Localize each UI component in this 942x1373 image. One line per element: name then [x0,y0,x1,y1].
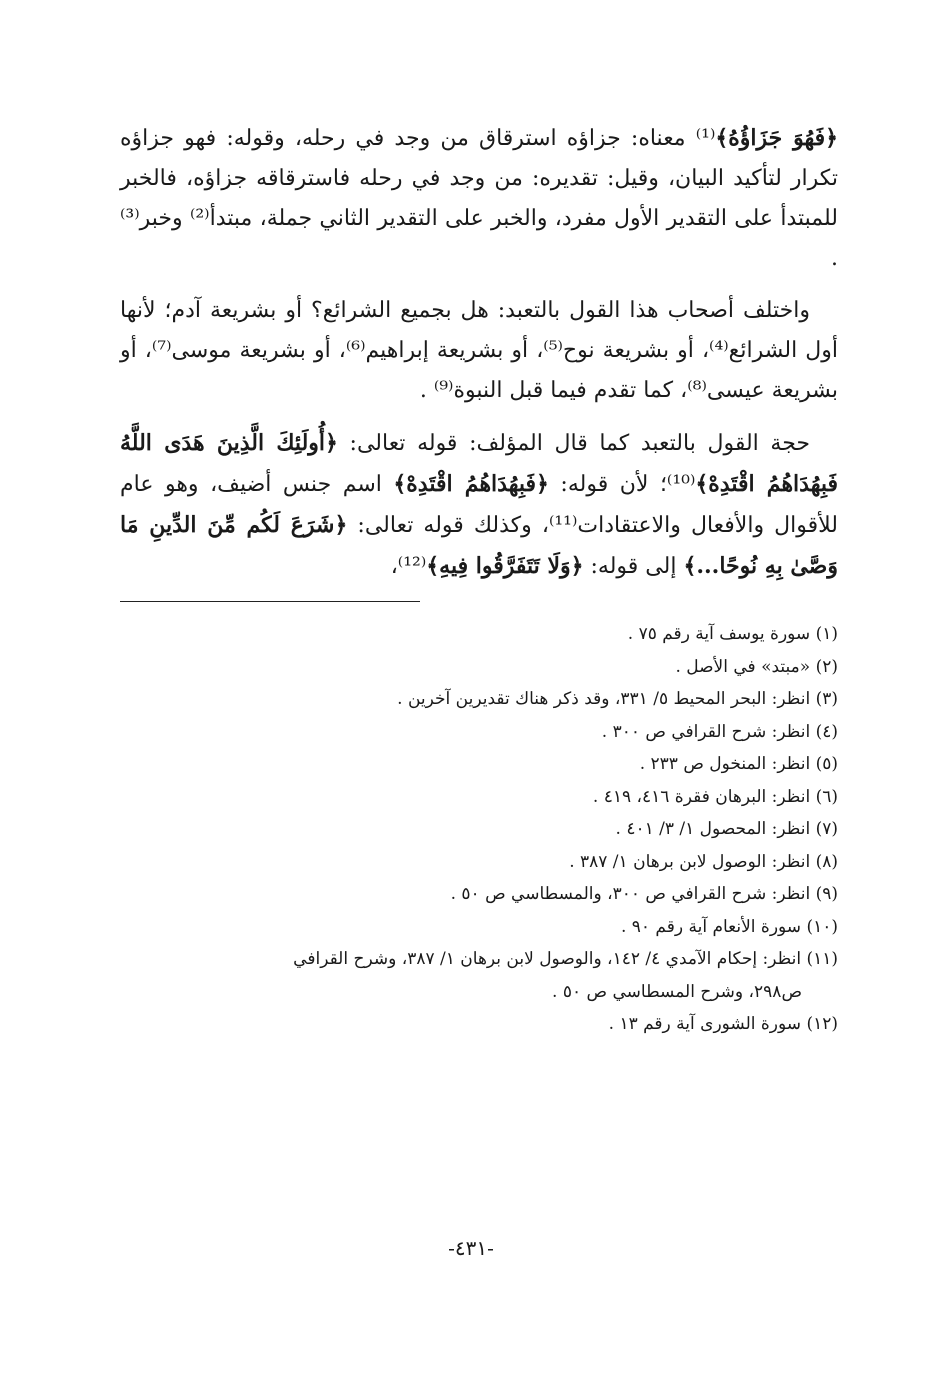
quran-verse: ﴿أُولَئِكَ الَّذِينَ هَدَى اللَّهُ فَبِهُدَاهُمُ اقْتَدِهْ﴾ [120,430,839,497]
page-number: -٤٣١- [448,1236,494,1260]
footnote: (٦) انظر: البرهان فقرة ٤١٦، ٤١٩ . [592,786,838,807]
paragraph-text: إلى قوله: [583,554,684,579]
quran-verse: ﴿وَلَا تَتَفَرَّقُوا فِيهِ﴾ [426,553,584,579]
footnote: (٥) انظر: المنخول ص ٢٣٣ . [639,754,838,774]
footnote-separator [120,601,420,602]
footnote: (١١) انظر: إحكام الآمدي ٤/ ١٤٢، والوصول لابن برهان ١/ ٣٨٧، وشرح القرافي [293,949,838,969]
page-content [120,118,838,1041]
paragraph-text: حجة القول بالتعبد كما قال المؤلف: قوله تعالى: [337,431,810,456]
footnote: (٢) «مبتد» في الأصل . [675,656,838,677]
paragraph-2: واختلف أصحاب هذا القول بالتعبد: هل بجميع الشرائع؟ أو بشريعة آدم؛ لأنها أول الشرائع⁽⁴⁾، أو بشريعة نوح⁽⁵⁾، أو بشريعة إبراهيم⁽⁶⁾، أو بشريعة موسى⁽⁷⁾، أو بشريعة عيسى⁽⁸⁾، كما تقدم فيما قبل النبوة⁽⁹⁾ . [120,298,838,403]
footnote: (١٢) سورة الشورى آية رقم ١٣ . [608,1014,838,1034]
paragraph-1 [120,118,838,279]
footnote: (١٠) سورة الأنعام آية رقم ٩٠ . [620,916,838,937]
paragraph-3 [120,423,838,587]
paragraph-text: ⁽¹²⁾، [390,554,427,579]
footnote-continuation: ص٢٩٨، وشرح المسطاسي ص ٥٠ . [552,981,802,1002]
paragraph-text: ⁽¹⁾ معناه: جزاؤه استرقاق من وجد في رحله، وقوله: فهو جزاؤه تكرار لتأكيد البيان، وقيل: تقديره: من وجد في رحله فاسترقاقه جزاؤه، فالخبر للمبتدأ على التقدير الأول مفرد، والخبر على التقدير الثاني جملة، مبتدأ⁽²⁾ وخبر⁽³⁾ . [120,126,838,271]
quran-verse: ﴿فَبِهُدَاهُمُ اقْتَدِهْ﴾ [393,471,549,497]
quran-verse: ﴿فَهُوَ جَزَاؤُهُ﴾ [715,125,839,151]
footnote: (٨) انظر: الوصول لابن برهان ١/ ٣٨٧ . [569,851,838,872]
paragraph-text: اسم جنس أضيف، وهو عام للأقوال والأفعال والاعتقادات⁽¹¹⁾، وكذلك قوله تعالى: [120,472,838,538]
footnote: (٧) انظر: المحصول ١/ ٣/ ٤٠١ . [615,819,838,839]
footnote: (٩) انظر: شرح القرافي ص ٣٠٠، والمسطاسي ص ٥٠ . [450,884,838,904]
paragraph-text: ⁽¹⁰⁾؛ لأن قوله: [548,472,696,497]
footnote: (٣) انظر: البحر المحيط ٥/ ٣٣١، وقد ذكر هناك تقديرين آخرين . [397,689,838,709]
footnote: (٤) انظر: شرح القرافي ص ٣٠٠ . [601,721,838,742]
quran-verse: ﴿شَرَعَ لَكُم مِّنَ الدِّينِ مَا وَصَّىٰ بِهِ نُوحًا...﴾ [120,512,838,579]
footnotes [120,618,838,1041]
footnote: (١) سورة يوسف آية رقم ٧٥ . [627,624,838,644]
